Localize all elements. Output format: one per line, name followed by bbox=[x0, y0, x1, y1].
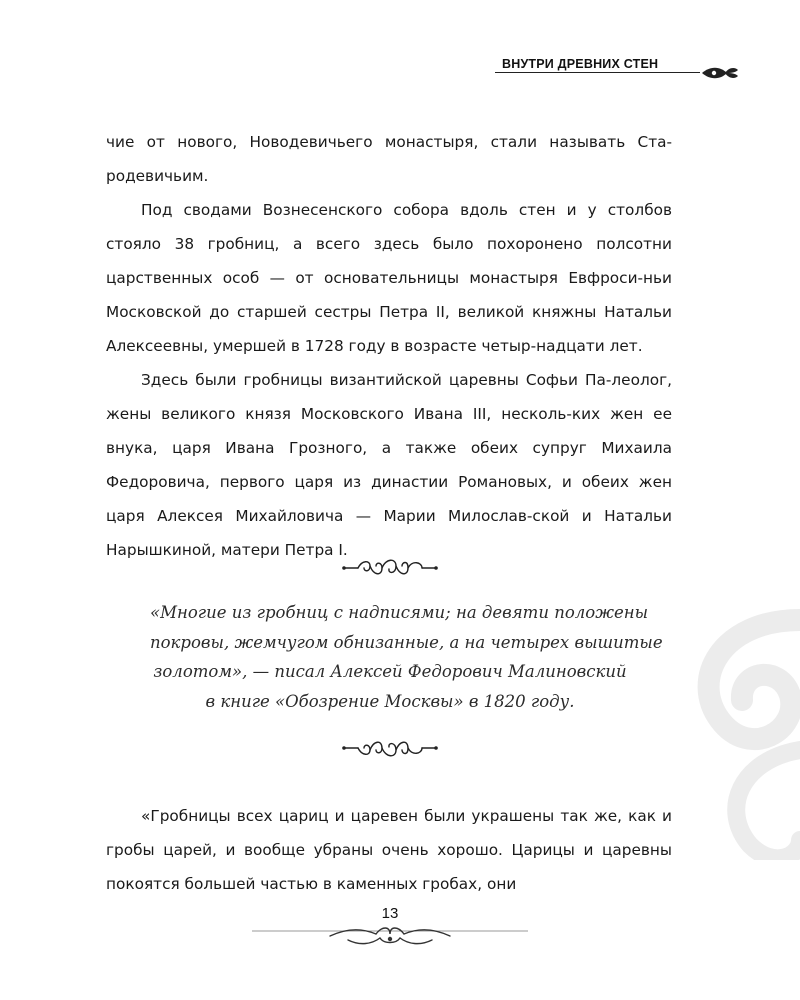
scroll-divider-icon bbox=[340, 554, 440, 582]
leaf-ornament-icon bbox=[700, 64, 740, 82]
quote-line: в книге «Обозрение Москвы» в 1820 году. bbox=[205, 691, 575, 711]
paragraph: «Гробницы всех цариц и царевен были украшены так же, как и гробы царей, и вообще убраны очень хорошо. Царицы и царевны покоятся большей частью в каменных гробах, они bbox=[106, 807, 672, 893]
body-text-top bbox=[106, 125, 672, 567]
page-number: 13 bbox=[381, 905, 399, 922]
paragraph: Здесь были гробницы византийской царевны Софьи Па-леолог, жены великого князя Московского Ивана III, несколь-ких жен ее внука, царя Ивана Грозного, а также обеих супруг Михаила Федоровича, первого царя из династии Романовых, и обеих жен царя Алексея Михайловича — Марии Милослав-ской и Натальи Нарышкиной, матери Петра I. bbox=[106, 371, 672, 559]
running-title: ВНУТРИ ДРЕВНИХ СТЕН bbox=[502, 57, 659, 71]
quote-line: «Многие из гробниц с надписями; на девяти положены bbox=[150, 603, 649, 622]
paragraph: чие от нового, Новодевичьего монастыря, стали называть Ста-родевичьим. bbox=[106, 133, 672, 185]
scroll-divider-icon bbox=[340, 734, 440, 762]
quote-block bbox=[150, 598, 663, 716]
quote-line: золотом», — писал Алексей Федорович Малиновский bbox=[153, 662, 627, 681]
swirl-watermark-icon bbox=[680, 600, 800, 860]
paragraph: Под сводами Вознесенского собора вдоль стен и у столбов стояло 38 гробниц, а всего здесь было похоронено полсотни царственных особ — от основательницы монастыря Евфроси-ньи Московской до старшей сестры Петра II, великой княжны Натальи Алексеевны, умершей в 1728 году в возрасте четыр-надцати лет. bbox=[106, 201, 672, 355]
body-text-bottom bbox=[106, 799, 672, 901]
flourish-icon bbox=[252, 922, 528, 950]
quote-line: покровы, жемчугом обнизанные, а на четырех вышитые bbox=[150, 632, 663, 652]
header-rule bbox=[495, 72, 700, 73]
